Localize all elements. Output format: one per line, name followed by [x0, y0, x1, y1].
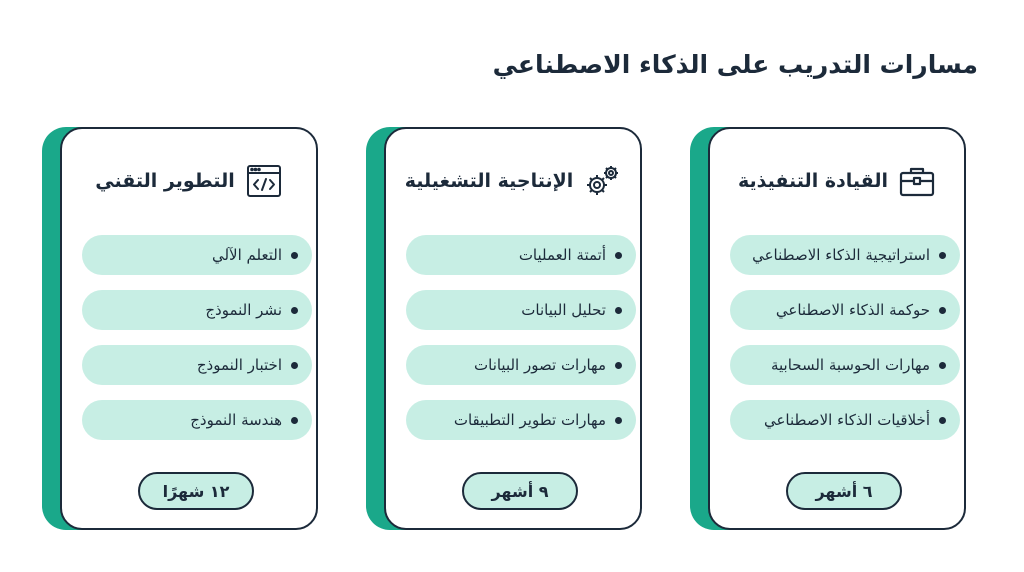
card-title: القيادة التنفيذية — [737, 170, 888, 192]
briefcase-icon — [898, 162, 936, 200]
skill-item — [406, 235, 636, 275]
bullet-dot — [291, 307, 298, 314]
bullet-dot — [615, 362, 622, 369]
skill-item — [730, 235, 960, 275]
duration-badge: ٩ أشهر — [462, 472, 578, 510]
skill-label: أخلاقيات الذكاء الاصطناعي — [763, 411, 930, 429]
skill-item — [82, 235, 312, 275]
card-body — [60, 127, 318, 530]
card-title: التطوير التقني — [95, 170, 235, 192]
bullet-dot — [291, 417, 298, 424]
skill-item — [406, 290, 636, 330]
skill-item — [730, 400, 960, 440]
skill-label: مهارات تصور البيانات — [474, 356, 606, 374]
bullet-dot — [291, 252, 298, 259]
skill-list — [406, 235, 636, 455]
skill-item — [406, 345, 636, 385]
track-card-executive-leadership — [690, 127, 966, 530]
skill-label: اختبار النموذج — [196, 356, 282, 374]
bullet-dot — [615, 252, 622, 259]
bullet-dot — [939, 307, 946, 314]
card-body — [708, 127, 966, 530]
skill-label: نشر النموذج — [205, 301, 282, 319]
duration-badge: ١٢ شهرًا — [138, 472, 254, 510]
skill-label: التعلم الآلي — [211, 246, 282, 264]
skill-label: أتمتة العمليات — [518, 246, 606, 264]
bullet-dot — [291, 362, 298, 369]
code-window-icon — [245, 162, 283, 200]
card-header — [62, 161, 316, 201]
card-header — [710, 161, 964, 201]
skill-label: مهارات الحوسبة السحابية — [770, 356, 930, 374]
skill-list — [730, 235, 960, 455]
skill-item — [730, 290, 960, 330]
skill-list — [82, 235, 312, 455]
bullet-dot — [939, 417, 946, 424]
page-title: مسارات التدريب على الذكاء الاصطناعي — [492, 50, 978, 79]
gears-icon — [583, 162, 621, 200]
track-card-technical-development — [42, 127, 318, 530]
bullet-dot — [615, 417, 622, 424]
skill-label: مهارات تطوير التطبيقات — [453, 411, 606, 429]
skill-label: تحليل البيانات — [521, 301, 606, 319]
skill-item — [406, 400, 636, 440]
card-body — [384, 127, 642, 530]
bullet-dot — [939, 252, 946, 259]
track-card-operational-productivity — [366, 127, 642, 530]
skill-item — [730, 345, 960, 385]
bullet-dot — [939, 362, 946, 369]
duration-badge: ٦ أشهر — [786, 472, 902, 510]
skill-label: حوكمة الذكاء الاصطناعي — [775, 301, 930, 319]
skill-item — [82, 345, 312, 385]
skill-item — [82, 290, 312, 330]
bullet-dot — [615, 307, 622, 314]
skill-item — [82, 400, 312, 440]
card-header — [386, 161, 640, 201]
skill-label: استراتيجية الذكاء الاصطناعي — [752, 246, 930, 264]
card-title: الإنتاجية التشغيلية — [404, 170, 574, 192]
skill-label: هندسة النموذج — [190, 411, 282, 429]
